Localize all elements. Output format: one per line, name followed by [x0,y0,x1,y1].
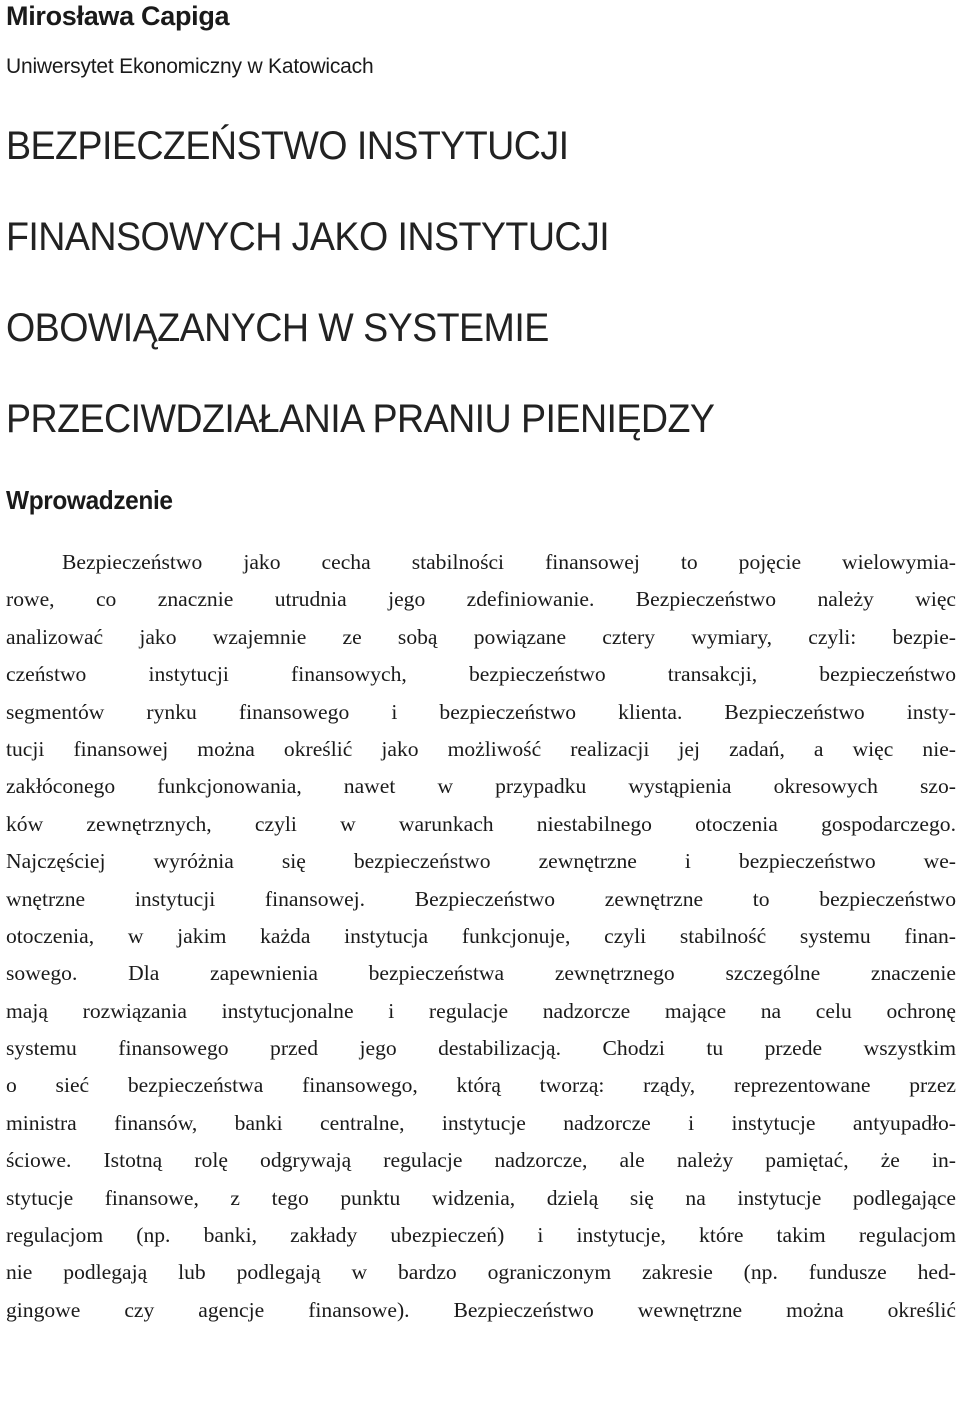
paragraph-line: stytucje finansowe, z tego punktu widzenia, dzielą się na instytucje podlegające [6,1185,956,1210]
body-paragraph [6,544,956,1329]
title-line: BEZPIECZEŃSTWO INSTYTUCJI [6,124,569,168]
paragraph-line: ministra finansów, banki centralne, instytucje nadzorcze i instytucje antyupadło- [6,1110,956,1135]
author-name: Mirosława Capiga [6,1,230,31]
title-line: FINANSOWYCH JAKO INSTYTUCJI [6,215,610,259]
document-page [6,0,956,1329]
title-line: PRZECIWDZIAŁANIA PRANIU PIENIĘDZY [6,397,715,441]
paragraph-line: otoczenia, w jakim każda instytucja funkcjonuje, czyli stabilność systemu finan- [6,923,956,948]
author-affiliation: Uniwersytet Ekonomiczny w Katowicach [6,55,374,78]
title-line: OBOWIĄZANYCH W SYSTEMIE [6,306,549,350]
paragraph-line: mają rozwiązania instytucjonalne i regulacje nadzorcze mające na celu ochronę [6,998,956,1023]
paragraph-line: ściowe. Istotną rolę odgrywają regulacje nadzorcze, ale należy pamiętać, że in- [6,1148,956,1173]
paragraph-line: rowe, co znacznie utrudnia jego zdefiniowanie. Bezpieczeństwo należy więc [6,587,956,612]
paragraph-line: systemu finansowego przed jego destabilizacją. Chodzi tu przede wszystkim [6,1036,956,1061]
paragraph-line: zakłóconego funkcjonowania, nawet w przypadku wystąpienia okresowych szo- [6,774,956,799]
paragraph-line: segmentów rynku finansowego i bezpieczeństwo klienta. Bezpieczeństwo insty- [6,699,956,724]
section-heading: Wprowadzenie [6,485,173,515]
paragraph-line: sowego. Dla zapewnienia bezpieczeństwa zewnętrznego szczególne znaczenie [6,961,956,986]
paragraph-line: wnętrzne instytucji finansowej. Bezpieczeństwo zewnętrzne to bezpieczeństwo [6,886,956,911]
paragraph-line: analizować jako wzajemnie ze sobą powiązane cztery wymiary, czyli: bezpie- [6,624,956,649]
paragraph-line: Bezpieczeństwo jako cecha stabilności finansowej to pojęcie wielowymia- [62,550,956,574]
paragraph-line: gingowe czy agencje finansowe). Bezpieczeństwo wewnętrzne można określić [6,1297,956,1322]
paragraph-line: ków zewnętrznych, czyli w warunkach niestabilnego otoczenia gospodarczego. [6,811,956,836]
paragraph-line: tucji finansowej można określić jako możliwość realizacji jej zadań, a więc nie- [6,736,956,761]
article-title [6,124,956,441]
paragraph-line: czeństwo instytucji finansowych, bezpieczeństwo transakcji, bezpieczeństwo [6,662,956,687]
paragraph-line: Najczęściej wyróżnia się bezpieczeństwo zewnętrzne i bezpieczeństwo we- [6,849,956,874]
paragraph-line: o sieć bezpieczeństwa finansowego, którą tworzą: rządy, reprezentowane przez [6,1073,956,1098]
paragraph-line: regulacjom (np. banki, zakłady ubezpieczeń) i instytucje, które takim regulacjom [6,1223,956,1248]
paragraph-line: nie podlegają lub podlegają w bardzo ograniczonym zakresie (np. fundusze hed- [6,1260,956,1285]
